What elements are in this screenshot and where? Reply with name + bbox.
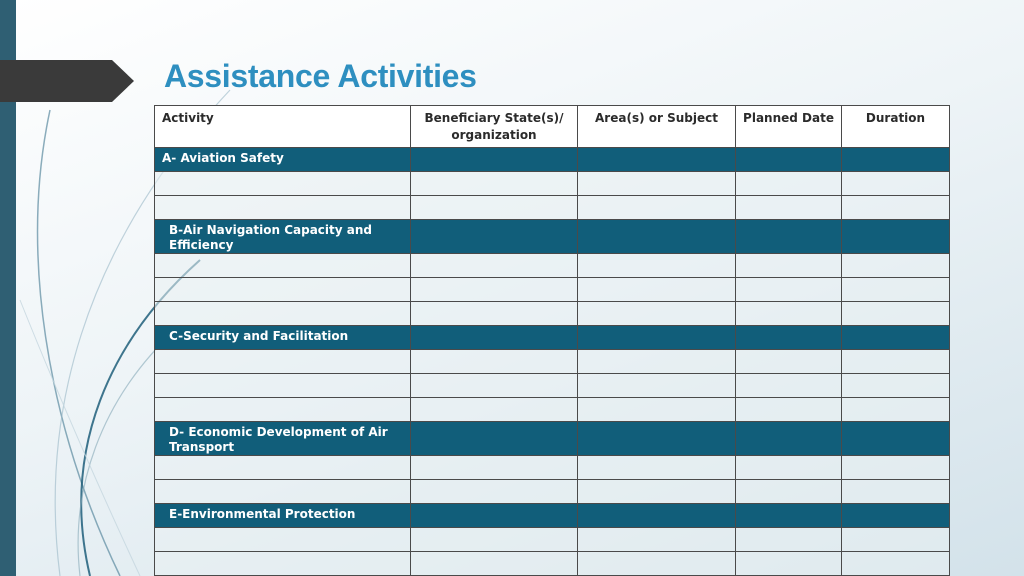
table-cell [736, 302, 842, 326]
section-label-c: C-Security and Facilitation [155, 326, 411, 350]
section-label-d: D- Economic Development of Air Transport [155, 422, 411, 456]
table-cell [411, 480, 578, 504]
table-cell [578, 148, 736, 172]
table-cell [411, 374, 578, 398]
table-cell [411, 172, 578, 196]
table-cell [578, 456, 736, 480]
table-cell [842, 422, 950, 456]
table-cell [411, 552, 578, 576]
section-row-a [155, 148, 950, 172]
table-cell [411, 422, 578, 456]
header-duration: Duration [842, 106, 950, 148]
section-row-b [155, 220, 950, 254]
table-cell [155, 172, 411, 196]
table-cell [155, 528, 411, 552]
slide-title: Assistance Activities [164, 58, 477, 94]
table-cell [155, 196, 411, 220]
activities-table [154, 105, 950, 576]
table-cell [842, 196, 950, 220]
table-cell [411, 278, 578, 302]
table-row [155, 398, 950, 422]
table-row [155, 350, 950, 374]
table-cell [411, 148, 578, 172]
table-row [155, 552, 950, 576]
table-cell [736, 326, 842, 350]
table-cell [411, 220, 578, 254]
title-arrow-shape [0, 60, 134, 102]
table-cell [842, 326, 950, 350]
table-cell [578, 220, 736, 254]
section-row-c [155, 326, 950, 350]
table-cell [155, 254, 411, 278]
table-cell [736, 172, 842, 196]
table-cell [578, 302, 736, 326]
table-cell [736, 480, 842, 504]
table-cell [155, 398, 411, 422]
table-cell [842, 374, 950, 398]
section-row-e [155, 504, 950, 528]
table-cell [842, 528, 950, 552]
header-activity: Activity [155, 106, 411, 148]
header-row [155, 106, 950, 148]
table-cell [736, 456, 842, 480]
table-cell [411, 350, 578, 374]
table-row [155, 302, 950, 326]
table-cell [842, 148, 950, 172]
table-cell [842, 480, 950, 504]
table-cell [411, 326, 578, 350]
table-cell [842, 398, 950, 422]
section-label-b: B-Air Navigation Capacity and Efficiency [155, 220, 411, 254]
table-cell [736, 374, 842, 398]
header-area: Area(s) or Subject [578, 106, 736, 148]
table-cell [736, 422, 842, 456]
table-cell [842, 302, 950, 326]
table-cell [736, 254, 842, 278]
table-cell [578, 552, 736, 576]
table-cell [155, 302, 411, 326]
table-cell [736, 528, 842, 552]
table-cell [411, 528, 578, 552]
table-row [155, 528, 950, 552]
table-cell [842, 552, 950, 576]
table-cell [155, 374, 411, 398]
table-row [155, 480, 950, 504]
table-cell [155, 456, 411, 480]
table-cell [842, 278, 950, 302]
table-row [155, 374, 950, 398]
table-cell [842, 350, 950, 374]
table-cell [736, 148, 842, 172]
table-cell [736, 220, 842, 254]
table-cell [578, 504, 736, 528]
table-cell [736, 552, 842, 576]
table-row [155, 278, 950, 302]
table-cell [736, 398, 842, 422]
table-cell [736, 504, 842, 528]
table-cell [578, 374, 736, 398]
table-cell [578, 254, 736, 278]
table-cell [736, 350, 842, 374]
table-row [155, 172, 950, 196]
section-label-e: E-Environmental Protection [155, 504, 411, 528]
table-cell [578, 196, 736, 220]
table-row [155, 456, 950, 480]
table-cell [411, 196, 578, 220]
table-cell [411, 456, 578, 480]
table-row [155, 196, 950, 220]
table-cell [578, 278, 736, 302]
table-cell [842, 504, 950, 528]
table-cell [411, 302, 578, 326]
table-cell [578, 172, 736, 196]
table-cell [155, 480, 411, 504]
header-beneficiary: Beneficiary State(s)/ organization [411, 106, 578, 148]
table-cell [842, 220, 950, 254]
table-cell [842, 254, 950, 278]
table-cell [578, 528, 736, 552]
table-cell [842, 172, 950, 196]
table-row [155, 254, 950, 278]
table-cell [578, 398, 736, 422]
table-cell [411, 504, 578, 528]
table-cell [842, 456, 950, 480]
section-label-a: A- Aviation Safety [155, 148, 411, 172]
table-cell [578, 422, 736, 456]
section-row-d [155, 422, 950, 456]
table-cell [578, 480, 736, 504]
header-planned-date: Planned Date [736, 106, 842, 148]
table-cell [736, 278, 842, 302]
table-cell [578, 350, 736, 374]
table-cell [411, 398, 578, 422]
table-cell [155, 552, 411, 576]
table-cell [578, 326, 736, 350]
table-cell [411, 254, 578, 278]
table-cell [736, 196, 842, 220]
table-cell [155, 278, 411, 302]
table-cell [155, 350, 411, 374]
